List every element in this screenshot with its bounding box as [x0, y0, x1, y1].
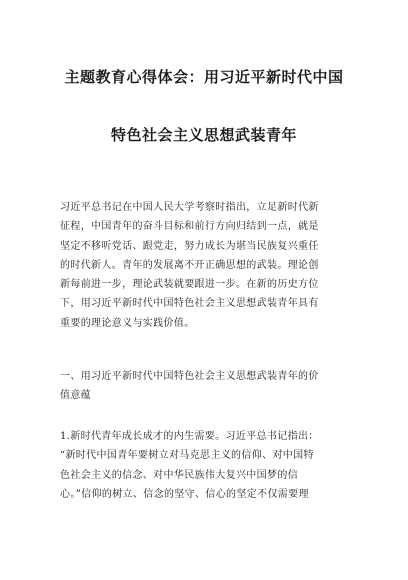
intro-paragraph — [60, 198, 352, 333]
text-line: 重要的理论意义与实践价值。 — [60, 317, 195, 329]
document-title-line-2: 特色社会主义思想武装青年 — [110, 126, 297, 144]
text-line: “新时代中国青年要树立对马克思主义的信仰、对中国特 — [60, 450, 314, 462]
text-line: 征程，中国青年的奋斗目标和前行方向归结到一点，就是 — [60, 221, 319, 233]
text-line: 坚定不移听党话、跟党走，努力成长为堪当民族复兴重任 — [60, 240, 319, 252]
text-line: 新每前进一步，理论武装就要跟进一步。在新的历史方位 — [60, 279, 319, 291]
text-line: 习近平总书记在中国人民大学考察时指出，立足新时代新 — [60, 202, 319, 213]
document-title-line-1: 主题教育心得体会：用习近平新时代中国 — [64, 68, 344, 86]
text-line: 色社会主义的信念、对中华民族伟大复兴中国梦的信 — [60, 469, 299, 481]
text-line: 值意蕴 — [60, 390, 92, 402]
text-line: 1.新时代青年成长成才的内生需要。习近平总书记指出： — [60, 431, 319, 442]
text-line: 一、用习近平新时代中国特色社会主义思想武装青年的价 — [60, 371, 319, 382]
text-line: 下，用习近平新时代中国特色社会主义思想武装青年具有 — [60, 298, 319, 310]
section-heading — [60, 367, 352, 406]
text-line: 的时代新人。青年的发展离不开正确思想的武装。理论创 — [60, 259, 319, 271]
text-line: 心。”信仰的树立、信念的坚守、信心的坚定不仅需要理 — [60, 488, 309, 500]
body-paragraph — [60, 427, 352, 504]
